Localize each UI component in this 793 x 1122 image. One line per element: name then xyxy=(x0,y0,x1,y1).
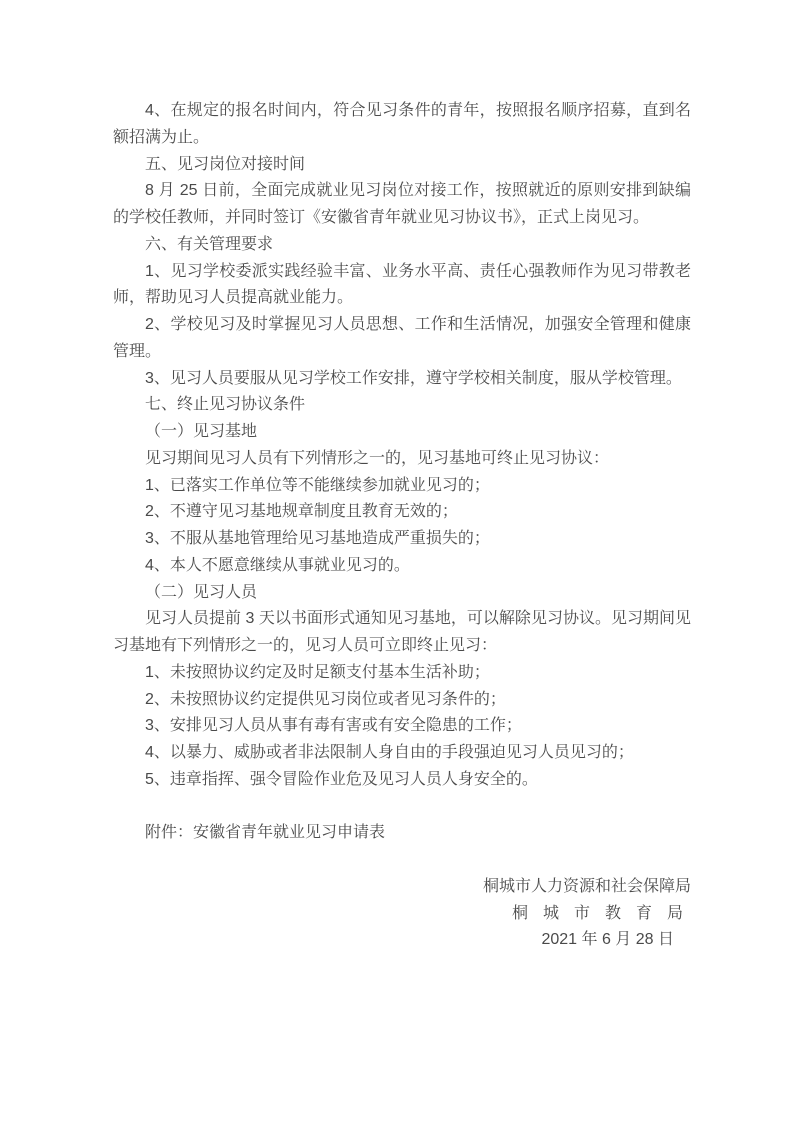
item-base-4: 4、本人不愿意继续从事就业见习的。 xyxy=(145,556,410,574)
signature-date-text: 2021 年 6 月 28 日 xyxy=(541,931,674,949)
item-personnel-4: 4、以暴力、威胁或者非法限制人身自由的手段强迫见习人员见习的； xyxy=(145,744,634,761)
subheading-7-2-personnel: （二）见习人员 xyxy=(145,583,258,601)
heading-section-6: 六、有关管理要求 xyxy=(145,235,274,253)
subheading-7-1-base: （一）见习基地 xyxy=(145,423,258,440)
heading-section-5: 五、见习岗位对接时间 xyxy=(145,155,306,173)
item-personnel-3: 3、安排见习人员从事有毒有害或有安全隐患的工作； xyxy=(145,717,522,735)
item-base-3: 3、不服从基地管理给见习基地造成严重损失的； xyxy=(145,530,490,547)
document-body xyxy=(113,98,698,954)
item-personnel-2: 2、未按照协议约定提供见习岗位或者见习条件的； xyxy=(145,690,506,708)
heading-section-7: 七、终止见习协议条件 xyxy=(145,396,306,414)
para-personnel-termination-intro: 见习人员提前 3 天以书面形式通知见习基地，可以解除见习协议。见习期间见习基地有下列情形之一的，见习人员可立即终止见习： xyxy=(113,610,691,654)
item-base-1: 1、已落实工作单位等不能继续参加就业见习的； xyxy=(145,476,490,494)
item-6-3: 3、见习人员要服从见习学校工作安排，遵守学校相关制度，服从学校管理。 xyxy=(145,369,682,387)
item-6-2: 2、学校见习及时掌握见习人员思想、工作和生活情况，加强安全管理和健康管理。 xyxy=(113,316,691,360)
signature-org-hrss xyxy=(113,874,691,901)
item-4-recruitment: 4、在规定的报名时间内，符合见习条件的青年，按照报名顺序招募，直到名额招满为止。 xyxy=(113,102,691,146)
para-section-5-body: 8 月 25 日前，全面完成就业见习岗位对接工作，按照就近的原则安排到缺编的学校任教师，并同时签订《安徽省青年就业见习协议书》，正式上岗见习。 xyxy=(113,182,691,226)
item-base-2: 2、不遵守见习基地规章制度且教育无效的； xyxy=(145,503,458,521)
item-6-1: 1、见习学校委派实践经验丰富、业务水平高、责任心强教师作为见习带教老师，帮助见习人员提高就业能力。 xyxy=(113,262,691,307)
item-personnel-5: 5、违章指挥、强令冒险作业危及见习人员人身安全的。 xyxy=(145,770,538,788)
signature-date xyxy=(113,927,691,954)
signature-org-education-text: 桐城市教育局 xyxy=(511,904,698,922)
para-base-termination-intro: 见习期间见习人员有下列情形之一的，见习基地可终止见习协议： xyxy=(145,449,610,467)
signature-org-education xyxy=(113,901,698,928)
item-personnel-1: 1、未按照协议约定及时足额支付基本生活补助； xyxy=(145,663,490,681)
signature-block xyxy=(113,874,698,954)
signature-org-hrss-text: 桐城市人力资源和社会保障局 xyxy=(482,877,691,895)
attachment-line: 附件：安徽省青年就业见习申请表 xyxy=(145,824,386,842)
